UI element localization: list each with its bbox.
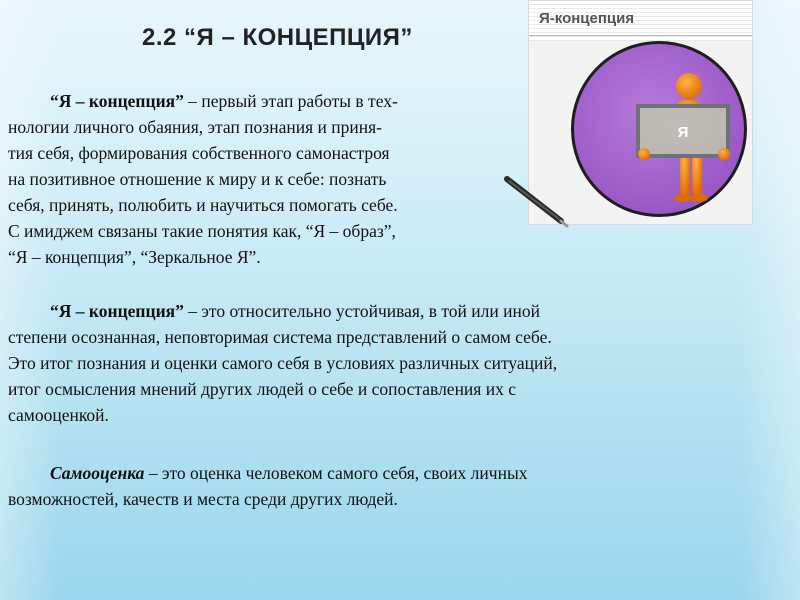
pen-icon [501,173,571,229]
term-self-concept: “Я – концепция” [50,91,184,111]
p1-line-4: на позитивное отношение к миру и к себе: познать [8,169,387,189]
p2-line-5: самооценкой. [8,405,109,425]
p3-line-1: – это оценка человеком самого себя, своих личных [144,463,528,483]
purple-circle [571,41,747,217]
term-self-esteem: Самооценка [50,463,145,483]
p1-line-7: “Я – концепция”, “Зеркальное Я”. [8,247,261,267]
illustration-divider [529,35,752,36]
p3-line-2: возможностей, качеств и места среди других людей. [8,489,398,509]
p2-line-4: итог осмысления мнений других людей о себе и сопоставления их с [8,379,516,399]
p2-line-2: степени осознанная, неповторимая система представлений о самом себе. [8,327,552,347]
illustration-title: Я-концепция [539,10,635,27]
p2-line-1: – это относительно устойчивая, в той или иной [183,301,540,321]
term-self-concept: “Я – концепция” [50,301,184,321]
person-holding-sign-icon [632,72,742,212]
sign-label: Я [677,124,689,141]
p2-line-3: Это итог познания и оценки самого себя в условиях различных ситуаций, [8,353,558,373]
paragraph-self-concept-definition [8,298,720,428]
p1-line-3: тия себя, формирования собственного самонастроя [8,143,390,163]
p1-line-2: нологии личного обаяния, этап познания и приня- [8,117,382,137]
paragraph-self-esteem [8,460,720,512]
slide-title: 2.2 “Я – КОНЦЕПЦИЯ” [142,24,413,51]
p1-line-6: С имиджем связаны такие понятия как, “Я – образ”, [8,221,396,241]
p1-line-1: – первый этап работы в тех- [183,91,398,111]
illustration-panel [528,0,753,225]
paragraph-self-concept-intro [8,88,508,270]
p1-line-5: себя, принять, полюбить и научиться помогать себе. [8,195,398,215]
